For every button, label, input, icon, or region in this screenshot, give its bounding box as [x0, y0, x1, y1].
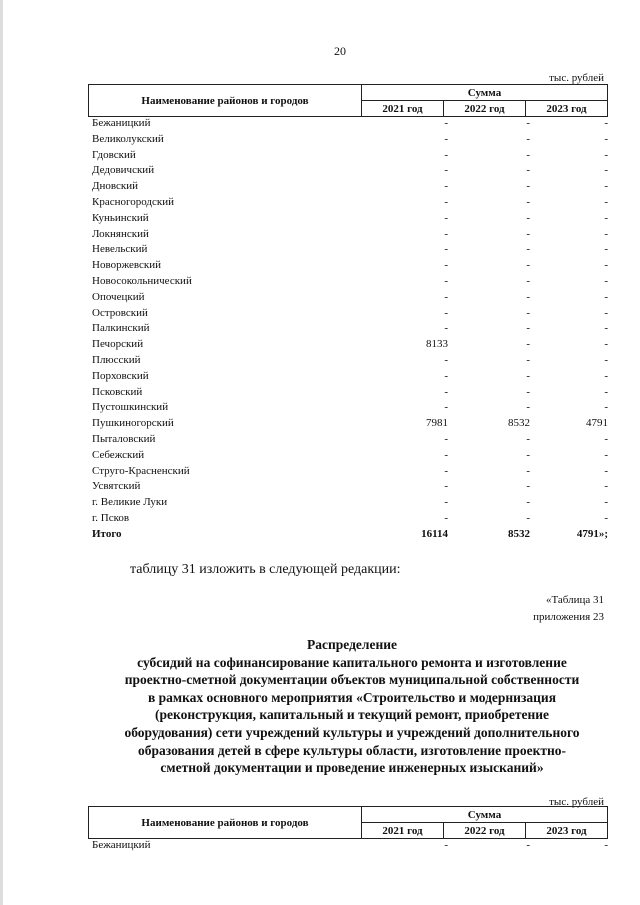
- total-row: [88, 527, 608, 543]
- value-2022: -: [526, 464, 530, 477]
- unit-label: тыс. рублей: [549, 72, 604, 84]
- value-2021: 7981: [426, 417, 448, 430]
- value-2022: -: [526, 195, 530, 208]
- district-name: Пыталовский: [92, 432, 156, 445]
- title-line: в рамках основного мероприятия «Строительство и модернизация: [147, 689, 557, 705]
- district-name: Красногородский: [92, 195, 175, 208]
- table-row: [88, 163, 608, 179]
- value-2022: -: [526, 839, 530, 851]
- value-2023: -: [604, 480, 608, 493]
- value-2021: -: [444, 164, 448, 177]
- value-2021: -: [444, 195, 448, 208]
- table2-body: [88, 838, 608, 854]
- district-name: Порховский: [92, 369, 149, 382]
- name-column-header: Наименование районов и городов: [89, 807, 362, 839]
- value-2023: -: [604, 338, 608, 351]
- table-row: [88, 838, 608, 854]
- table-row: [88, 290, 608, 306]
- value-2021: -: [444, 274, 448, 287]
- document-title: [92, 636, 612, 777]
- value-2021: -: [444, 480, 448, 493]
- value-2023: -: [604, 274, 608, 287]
- table-ref-line: приложения 23: [533, 611, 604, 623]
- title-line: образования детей в сфере культуры области, изготовление проектно-: [137, 742, 567, 758]
- value-2021: -: [444, 464, 448, 477]
- table-row: [88, 400, 608, 416]
- table-row: [88, 179, 608, 195]
- district-name: Локнянский: [92, 227, 149, 240]
- table-row: [88, 432, 608, 448]
- title-line: оборудования) сети учреждений культуры и учреждений дополнительного: [124, 724, 580, 740]
- district-name: Новосокольнический: [92, 274, 192, 287]
- value-2021: -: [444, 243, 448, 256]
- value-2022: -: [526, 274, 530, 287]
- value-2021: -: [444, 180, 448, 193]
- value-2022: -: [526, 353, 530, 366]
- district-name: Итого: [92, 527, 122, 540]
- value-2022: -: [526, 369, 530, 382]
- table-row: [88, 211, 608, 227]
- district-name: Бежаницкий: [92, 839, 151, 851]
- district-name: Себежский: [92, 448, 145, 461]
- title-line: (реконструкция, капитальный и текущий ремонт, приобретение: [154, 707, 550, 723]
- value-2022: -: [526, 164, 530, 177]
- value-2023: -: [604, 401, 608, 414]
- value-2023: -: [604, 448, 608, 461]
- unit-label-2: тыс. рублей: [549, 796, 604, 808]
- value-2022: -: [526, 148, 530, 161]
- value-2021: 8133: [426, 338, 448, 351]
- value-2021: -: [444, 211, 448, 224]
- value-2022: -: [526, 338, 530, 351]
- district-name: Куньинский: [92, 211, 149, 224]
- value-2023: -: [604, 164, 608, 177]
- value-2021: -: [444, 117, 448, 129]
- table-row: [88, 385, 608, 401]
- value-2022: -: [526, 227, 530, 240]
- value-2021: -: [444, 448, 448, 461]
- value-2022: -: [526, 322, 530, 335]
- table-row: [88, 132, 608, 148]
- district-name: г. Великие Луки: [92, 496, 168, 509]
- value-2022: -: [526, 385, 530, 398]
- value-2021: -: [444, 385, 448, 398]
- value-2022: -: [526, 511, 530, 524]
- year-header: 2021 год: [362, 101, 444, 117]
- title-line: сметной документации и проведение инженерных изысканий»: [160, 760, 544, 776]
- value-2023: -: [604, 322, 608, 335]
- district-name: г. Псков: [92, 511, 130, 524]
- value-2023: 4791: [586, 417, 608, 430]
- value-2023: -: [604, 369, 608, 382]
- table-row: [88, 353, 608, 369]
- value-2022: -: [526, 290, 530, 303]
- value-2021: -: [444, 432, 448, 445]
- title-line: Распределение: [306, 637, 398, 652]
- table-row: [88, 369, 608, 385]
- title-line: проектно-сметной документации объектов муниципальной собственности: [124, 672, 580, 688]
- district-name: Плюсский: [92, 353, 141, 366]
- district-name: Новоржевский: [92, 259, 162, 272]
- value-2022: -: [526, 496, 530, 509]
- table1-body: [88, 116, 608, 543]
- value-2021: -: [444, 401, 448, 414]
- value-2023: -: [604, 496, 608, 509]
- value-2021: -: [444, 306, 448, 319]
- table-row: [88, 306, 608, 322]
- value-2021: -: [444, 132, 448, 145]
- table-row: [88, 464, 608, 480]
- value-2021: -: [444, 511, 448, 524]
- table-row: [88, 274, 608, 290]
- value-2023: -: [604, 227, 608, 240]
- district-name: Печорский: [92, 338, 144, 351]
- district-name: Дновский: [92, 180, 139, 193]
- value-2021: -: [444, 227, 448, 240]
- value-2022: -: [526, 480, 530, 493]
- sum-header: Сумма: [362, 85, 608, 101]
- title-line: субсидий на софинансирование капитального ремонта и изготовление: [137, 654, 567, 670]
- value-2023: -: [604, 243, 608, 256]
- table1-header: [88, 84, 608, 117]
- table-row: [88, 242, 608, 258]
- value-2021: -: [444, 259, 448, 272]
- value-2022: 8532: [508, 417, 530, 430]
- table-row: [88, 116, 608, 132]
- value-2022: -: [526, 306, 530, 319]
- value-2022: -: [526, 117, 530, 129]
- value-2022: 8532: [508, 527, 530, 540]
- district-name: Струго-Красненский: [92, 464, 190, 477]
- value-2023: -: [604, 432, 608, 445]
- year-header: 2022 год: [444, 101, 526, 117]
- instruction-text: таблицу 31 изложить в следующей редакции:: [130, 562, 401, 577]
- table2-header: [88, 806, 608, 839]
- value-2021: -: [444, 148, 448, 161]
- value-2021: -: [444, 322, 448, 335]
- table-reference: [533, 592, 604, 626]
- district-name: Бежаницкий: [92, 117, 151, 129]
- table-row: [88, 258, 608, 274]
- value-2023: -: [604, 132, 608, 145]
- value-2023: -: [604, 290, 608, 303]
- value-2022: -: [526, 132, 530, 145]
- district-name: Великолукский: [92, 132, 164, 145]
- page-number: 20: [334, 44, 346, 58]
- value-2023: -: [604, 259, 608, 272]
- district-name: Палкинский: [92, 322, 150, 335]
- value-2021: 16114: [421, 527, 448, 540]
- value-2022: -: [526, 401, 530, 414]
- table-ref-line: «Таблица 31: [545, 594, 604, 606]
- value-2023: -: [604, 195, 608, 208]
- value-2022: -: [526, 180, 530, 193]
- district-name: Гдовский: [92, 148, 136, 161]
- table-row: [88, 337, 608, 353]
- table-row: [88, 495, 608, 511]
- district-name: Пустошкинский: [92, 401, 169, 414]
- year-header: 2022 год: [444, 823, 526, 839]
- year-header: 2023 год: [526, 823, 608, 839]
- value-2023: -: [604, 306, 608, 319]
- value-2022: -: [526, 448, 530, 461]
- value-2023: 4791»;: [576, 527, 608, 540]
- value-2023: -: [604, 511, 608, 524]
- table-row: [88, 479, 608, 495]
- name-column-header: Наименование районов и городов: [89, 85, 362, 117]
- district-name: Невельский: [92, 243, 148, 256]
- value-2022: -: [526, 243, 530, 256]
- value-2021: -: [444, 353, 448, 366]
- year-header: 2021 год: [362, 823, 444, 839]
- table-row: [88, 148, 608, 164]
- scan-edge: [0, 0, 3, 905]
- value-2023: -: [604, 180, 608, 193]
- value-2022: -: [526, 432, 530, 445]
- value-2021: -: [444, 369, 448, 382]
- value-2023: -: [604, 464, 608, 477]
- value-2021: -: [444, 839, 448, 851]
- value-2022: -: [526, 259, 530, 272]
- value-2021: -: [444, 290, 448, 303]
- table-row: [88, 416, 608, 432]
- district-name: Псковский: [92, 385, 143, 398]
- table-row: [88, 448, 608, 464]
- district-name: Островский: [92, 306, 148, 319]
- year-header: 2023 год: [526, 101, 608, 117]
- table-row: [88, 227, 608, 243]
- value-2023: -: [604, 117, 608, 129]
- value-2021: -: [444, 496, 448, 509]
- sum-header: Сумма: [362, 807, 608, 823]
- district-name: Опочецкий: [92, 290, 145, 303]
- value-2023: -: [604, 148, 608, 161]
- district-name: Дедовичский: [92, 164, 155, 177]
- value-2022: -: [526, 211, 530, 224]
- district-name: Усвятский: [92, 480, 141, 493]
- value-2023: -: [604, 211, 608, 224]
- value-2023: -: [604, 839, 608, 851]
- table-row: [88, 195, 608, 211]
- table-row: [88, 511, 608, 527]
- value-2023: -: [604, 353, 608, 366]
- value-2023: -: [604, 385, 608, 398]
- table-row: [88, 321, 608, 337]
- district-name: Пушкиногорский: [92, 417, 174, 430]
